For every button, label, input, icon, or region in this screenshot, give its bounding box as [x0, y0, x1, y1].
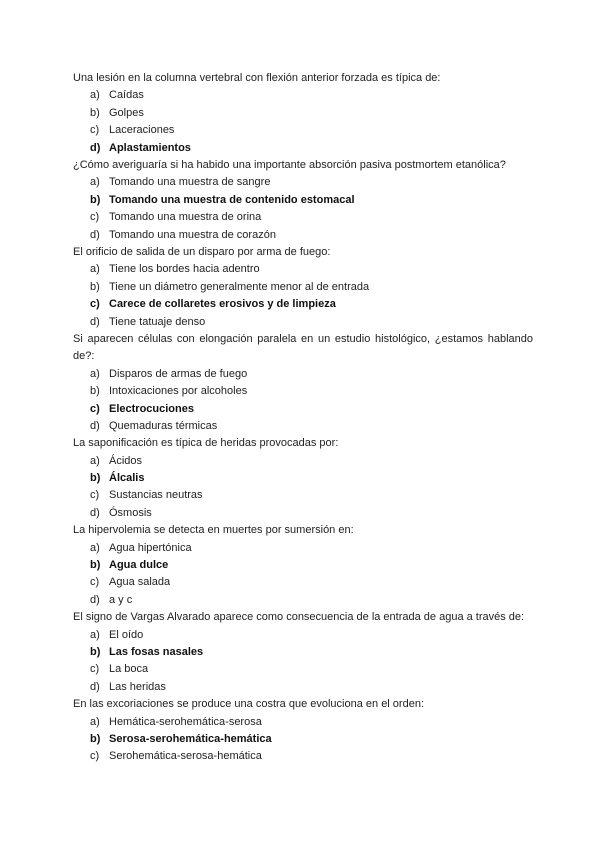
correct-answer-option: [73, 140, 533, 157]
option-text: Tomando una muestra de sangre: [109, 176, 271, 189]
option-letter: c): [90, 298, 100, 311]
correct-answer-option: [73, 731, 533, 748]
option-letter: a): [90, 263, 100, 276]
question-list: [73, 70, 533, 766]
question-block: [73, 609, 533, 696]
answer-option: [73, 748, 533, 765]
answer-option: [73, 487, 533, 504]
question-text: Una lesión en la columna vertebral con flexión anterior forzada es típica de:: [73, 72, 441, 84]
option-letter: d): [90, 506, 100, 519]
option-letter: c): [90, 576, 100, 589]
question-block: [73, 696, 533, 766]
option-text: Agua salada: [109, 576, 171, 589]
option-text: Álcalis: [109, 472, 145, 485]
correct-answer-option: [73, 192, 533, 209]
option-letter: c): [90, 489, 100, 502]
option-text: Las fosas nasales: [109, 646, 204, 659]
answer-option: [73, 453, 533, 470]
answer-option: [73, 383, 533, 400]
question-block: [73, 522, 533, 609]
correct-answer-option: [73, 401, 533, 418]
answer-option: [73, 122, 533, 139]
option-letter: a): [90, 715, 100, 728]
option-letter: d): [90, 593, 100, 606]
option-text: Electrocuciones: [109, 402, 194, 415]
option-letter: a): [90, 176, 100, 189]
option-text: Serosa-serohemática-hemática: [109, 732, 272, 745]
answer-option: [73, 540, 533, 557]
answer-option: [73, 714, 533, 731]
question-block: [73, 244, 533, 331]
option-text: Laceraciones: [109, 124, 175, 137]
option-letter: a): [90, 541, 100, 554]
option-text: La boca: [109, 663, 149, 676]
option-text: Sustancias neutras: [109, 489, 203, 502]
option-letter: b): [90, 646, 101, 659]
answer-option: [73, 174, 533, 191]
question-block: [73, 70, 533, 157]
option-text: a y c: [109, 593, 133, 606]
answer-options: [73, 540, 533, 610]
question-text: Si aparecen células con elongación paralela en un estudio histológico, ¿estamos hablando de?:: [73, 332, 533, 363]
question-block: [73, 157, 533, 244]
option-text: Carece de collaretes erosivos y de limpieza: [109, 298, 336, 311]
option-letter: d): [90, 228, 100, 241]
answer-option: [73, 627, 533, 644]
option-text: Ácidos: [109, 454, 143, 467]
answer-option: [73, 261, 533, 278]
option-letter: d): [90, 141, 101, 154]
correct-answer-option: [73, 557, 533, 574]
answer-option: [73, 505, 533, 522]
answer-option: [73, 679, 533, 696]
option-text: Hemática-serohemática-serosa: [109, 715, 262, 728]
option-letter: b): [90, 732, 101, 745]
answer-option: [73, 418, 533, 435]
option-letter: b): [90, 472, 101, 485]
question-text: ¿Cómo averiguaría si ha habido una importante absorción pasiva postmortem etanólica?: [73, 158, 506, 171]
option-letter: c): [90, 211, 100, 224]
option-letter: a): [90, 628, 100, 641]
option-text: Disparos de armas de fuego: [109, 367, 248, 380]
question-block: [73, 435, 533, 522]
answer-option: [73, 366, 533, 383]
question-text: La saponificación es típica de heridas provocadas por:: [73, 437, 339, 450]
option-text: Serohemática-serosa-hemática: [109, 750, 262, 763]
question-text: El signo de Vargas Alvarado aparece como consecuencia de la entrada de agua a través de:: [73, 611, 525, 624]
option-letter: b): [90, 106, 100, 119]
option-text: Agua dulce: [109, 559, 169, 572]
option-letter: a): [90, 454, 100, 467]
option-letter: d): [90, 419, 100, 432]
option-text: Ósmosis: [109, 506, 152, 519]
option-text: Caídas: [109, 89, 144, 102]
option-letter: b): [90, 385, 100, 398]
option-text: Las heridas: [109, 680, 166, 693]
answer-options: [73, 87, 533, 157]
answer-options: [73, 453, 533, 523]
option-letter: c): [90, 402, 100, 415]
option-letter: d): [90, 315, 100, 328]
answer-options: [73, 366, 533, 436]
option-text: Intoxicaciones por alcoholes: [109, 385, 248, 398]
answer-option: [73, 279, 533, 296]
option-letter: a): [90, 89, 100, 102]
option-text: Tiene un diámetro generalmente menor al de entrada: [109, 280, 370, 293]
option-text: Quemaduras térmicas: [109, 419, 218, 432]
option-text: El oído: [109, 628, 144, 641]
option-letter: c): [90, 750, 100, 763]
question-text: El orificio de salida de un disparo por arma de fuego:: [73, 245, 331, 258]
option-text: Golpes: [109, 106, 144, 119]
question-text: La hipervolemia se detecta en muertes por sumersión en:: [73, 524, 354, 537]
option-letter: c): [90, 124, 100, 137]
option-text: Tiene los bordes hacia adentro: [109, 263, 260, 276]
option-text: Tomando una muestra de corazón: [109, 228, 276, 241]
question-block: [73, 331, 533, 435]
answer-options: [73, 714, 533, 766]
answer-options: [73, 261, 533, 331]
correct-answer-option: [73, 644, 533, 661]
option-text: Tomando una muestra de orina: [109, 211, 262, 224]
answer-options: [73, 627, 533, 697]
option-letter: b): [90, 193, 101, 206]
option-text: Aplastamientos: [109, 141, 191, 154]
option-letter: c): [90, 663, 100, 676]
option-letter: a): [90, 367, 100, 380]
question-text: En las excoriaciones se produce una costra que evoluciona en el orden:: [73, 698, 425, 711]
option-letter: b): [90, 280, 100, 293]
option-text: Tomando una muestra de contenido estomacal: [109, 193, 355, 206]
answer-option: [73, 592, 533, 609]
correct-answer-option: [73, 296, 533, 313]
answer-option: [73, 209, 533, 226]
answer-options: [73, 174, 533, 244]
answer-option: [73, 227, 533, 244]
option-letter: b): [90, 559, 101, 572]
answer-option: [73, 661, 533, 678]
option-letter: d): [90, 680, 100, 693]
option-text: Agua hipertónica: [109, 541, 192, 554]
option-text: Tiene tatuaje denso: [109, 315, 206, 328]
answer-option: [73, 574, 533, 591]
answer-option: [73, 314, 533, 331]
answer-option: [73, 105, 533, 122]
answer-option: [73, 87, 533, 104]
correct-answer-option: [73, 470, 533, 487]
